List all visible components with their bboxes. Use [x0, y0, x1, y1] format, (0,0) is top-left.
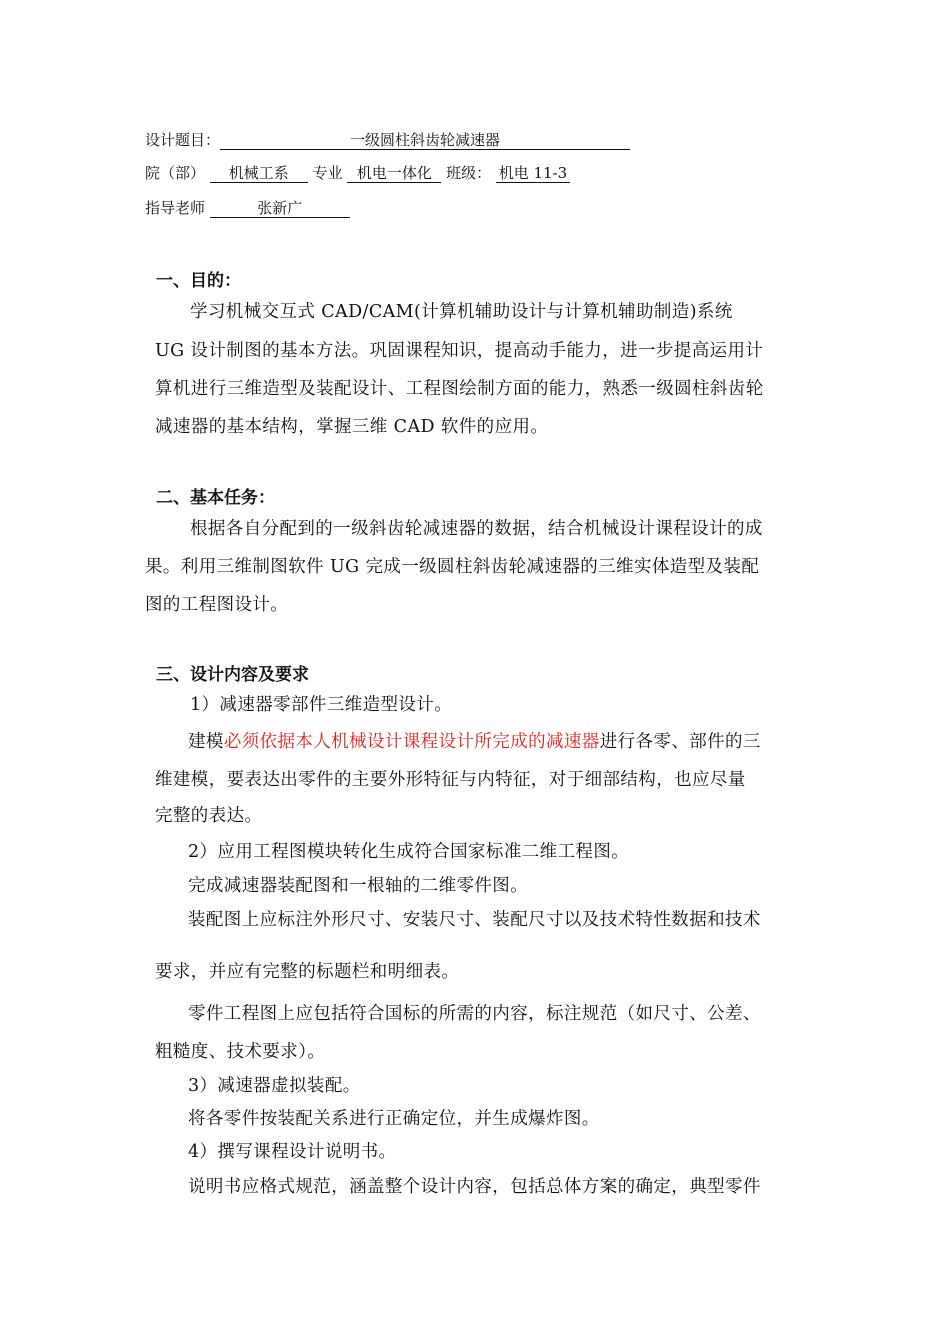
s2-line-3: 图的工程图设计。 — [145, 595, 289, 615]
class-value: 机电 11-3 — [496, 163, 570, 183]
item-4: 4）撰写课程设计说明书。 — [188, 1142, 397, 1162]
dept-value: 机械工系 — [210, 163, 308, 183]
teacher-label: 指导老师 — [145, 199, 206, 217]
s3-para-6: 说明书应格式规范，涵盖整个设计内容，包括总体方案的确定，典型零件 — [188, 1177, 761, 1197]
s3-para-5: 将各零件按装配关系进行正确定位，并生成爆炸图。 — [188, 1109, 600, 1129]
section-3-title: 三、设计内容及要求 — [156, 665, 309, 685]
s3-para-4-line-2: 粗糙度、技术要求）。 — [155, 1042, 326, 1062]
dept-label: 院（部） — [145, 164, 206, 182]
item-2: 2）应用工程图模块转化生成符合国家标准二维工程图。 — [188, 842, 630, 862]
major-label: 专业 — [312, 164, 343, 182]
s2-line-1: 根据各自分配到的一级斜齿轮减速器的数据，结合机械设计课程设计的成 — [190, 519, 763, 539]
teacher-value: 张新广 — [210, 198, 350, 218]
item-3: 3）减速器虚拟装配。 — [188, 1076, 361, 1096]
item-1: 1）减速器零部件三维造型设计。 — [190, 695, 453, 715]
s1-line-1: 学习机械交互式 CAD/CAM(计算机辅助设计与计算机辅助制造)系统 — [190, 302, 733, 322]
s3-para-1-line-3: 完整的表达。 — [155, 806, 263, 826]
s2-line-2: 果。利用三维制图软件 UG 完成一级圆柱斜齿轮减速器的三维实体造型及装配 — [145, 557, 760, 577]
s3-para-3-line-1: 装配图上应标注外形尺寸、安装尺寸、装配尺寸以及技术特性数据和技术 — [188, 910, 761, 930]
s3-para-3-line-2: 要求，并应有完整的标题栏和明细表。 — [155, 962, 460, 982]
s3-para-2: 完成减速器装配图和一根轴的二维零件图。 — [188, 876, 529, 896]
para-1-pre: 建模 — [188, 732, 224, 752]
s3-para-1-line-1 — [188, 728, 761, 753]
topic-row — [145, 130, 630, 150]
section-2-title: 二、基本任务： — [156, 488, 275, 508]
teacher-row — [145, 198, 350, 218]
s1-line-4: 减速器的基本结构，掌握三维 CAD 软件的应用。 — [155, 417, 549, 437]
dept-row — [145, 163, 570, 183]
para-1-emphasis: 必须依据本人机械设计课程设计所完成的减速器 — [223, 732, 600, 752]
topic-label: 设计题目： — [145, 131, 221, 149]
s3-para-4-line-1: 零件工程图上应包括符合国标的所需的内容，标注规范（如尺寸、公差、 — [188, 1004, 761, 1024]
class-label: 班级： — [446, 164, 492, 182]
para-1-post: 进行各零、部件的三 — [599, 732, 761, 752]
major-value: 机电一体化 — [347, 163, 441, 183]
s1-line-2: UG 设计制图的基本方法。巩固课程知识，提高动手能力，进一步提高运用计 — [155, 341, 764, 361]
s3-para-1-line-2: 维建模，要表达出零件的主要外形特征与内特征，对于细部结构，也应尽量 — [155, 770, 746, 790]
s1-line-3: 算机进行三维造型及装配设计、工程图绘制方面的能力，熟悉一级圆柱斜齿轮 — [155, 379, 764, 399]
section-1-title: 一、目的： — [156, 271, 241, 291]
topic-value: 一级圆柱斜齿轮减速器 — [220, 130, 630, 150]
